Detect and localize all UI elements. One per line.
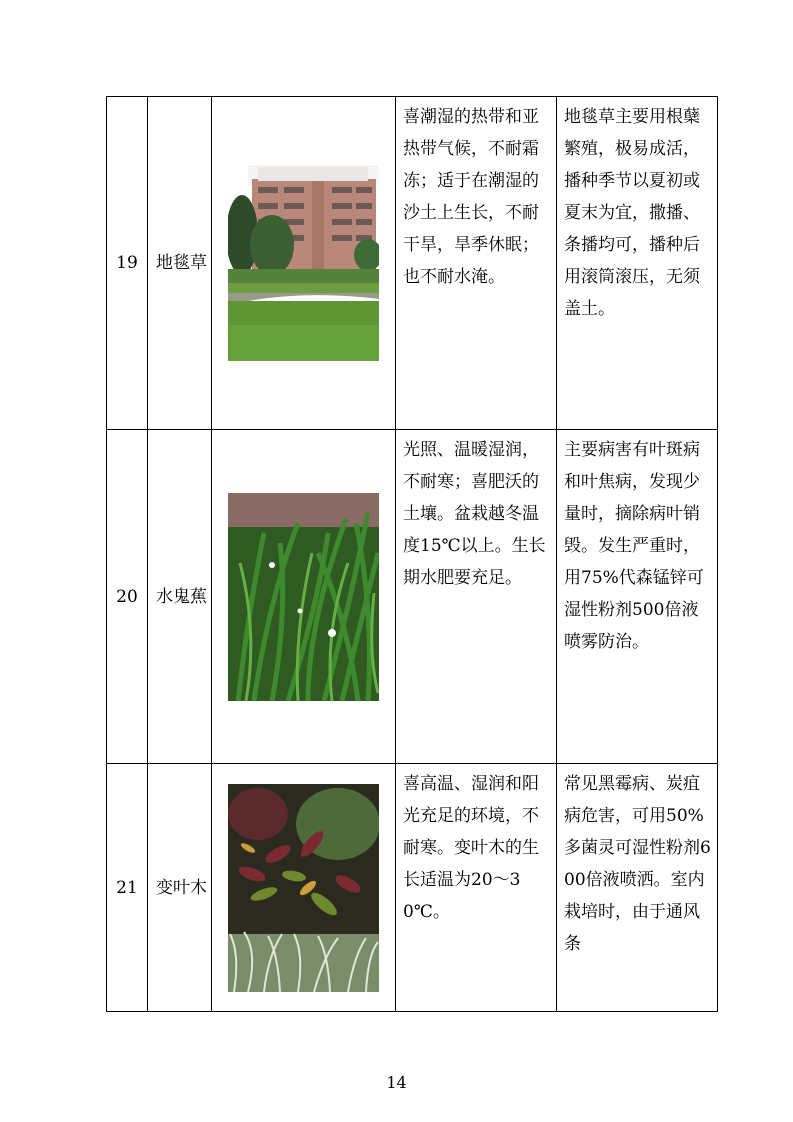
plant-photo-cell <box>212 97 396 430</box>
care-notes: 主要病害有叶斑病和叶焦病，发现少量时，摘除病叶销毁。发生严重时，用75%代森锰锌可湿性粉剂500倍液喷雾防治。 <box>557 430 718 764</box>
table-row <box>107 97 718 430</box>
page-number: 14 <box>386 1073 407 1092</box>
table-row <box>107 764 718 1012</box>
plant-table <box>106 96 718 1012</box>
lawn-building-photo <box>228 165 379 361</box>
care-notes: 地毯草主要用根蘖繁殖，极易成活，播种季节以夏初或夏末为宜，撒播、条播均可，播种后用滚筒滚压，无须盖土。 <box>557 97 718 430</box>
plant-photo-cell <box>212 430 396 764</box>
row-number: 19 <box>107 97 148 430</box>
care-notes: 常见黑霉病、炭疽病危害，可用50%多菌灵可湿性粉剂600倍液喷洒。室内栽培时，由于通风条 <box>557 764 718 1012</box>
growth-habit: 喜高温、湿润和阳光充足的环境，不耐寒。变叶木的生长适温为20～30℃。 <box>396 764 557 1012</box>
table-row <box>107 430 718 764</box>
plant-photo-cell <box>212 764 396 1012</box>
row-number: 21 <box>107 764 148 1012</box>
croton-photo <box>228 784 379 992</box>
growth-habit: 喜潮湿的热带和亚热带气候，不耐霜冻；适于在潮湿的沙土上生长，不耐干旱，旱季休眠；也不耐水淹。 <box>396 97 557 430</box>
plant-name: 水鬼蕉 <box>148 430 212 764</box>
plant-name: 变叶木 <box>148 764 212 1012</box>
plant-name: 地毯草 <box>148 97 212 430</box>
spider-lily-photo <box>228 493 379 701</box>
growth-habit: 光照、温暖湿润，不耐寒；喜肥沃的土壤。盆栽越冬温度15℃以上。生长期水肥要充足。 <box>396 430 557 764</box>
row-number: 20 <box>107 430 148 764</box>
